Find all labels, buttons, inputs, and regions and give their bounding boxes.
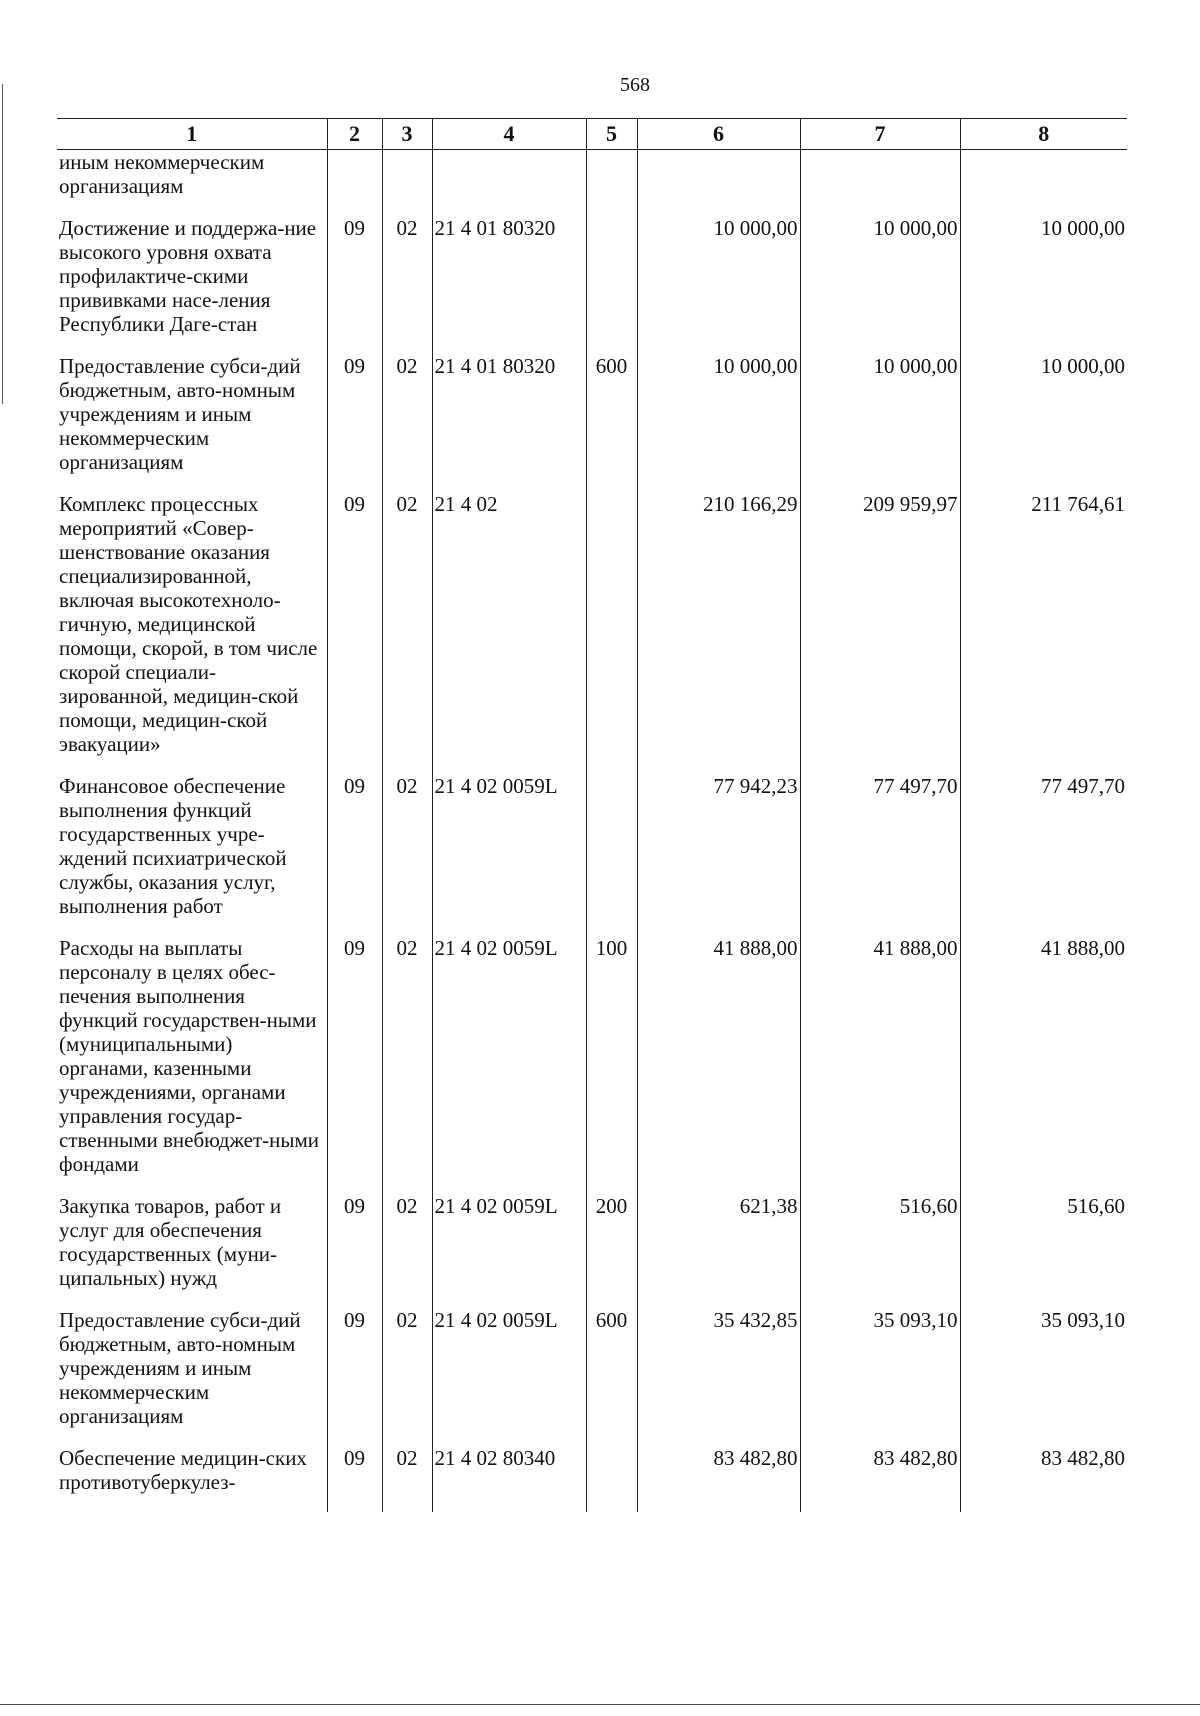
row-amount-col6: 10 000,00 [637,216,800,354]
row-name: иным некоммерческим организациям [59,150,265,198]
table-row [57,492,1127,774]
row-name: Финансовое обеспечение выполнения функций государственных учре-ждений психиатрической службы, оказания услуг, выполнения работ [59,774,287,918]
header-col-1: 1 [57,119,327,150]
row-amount-col6: 41 888,00 [637,936,800,1194]
row-target-code [432,150,586,217]
row-section: 09 [327,1308,382,1446]
row-amount-col8: 35 093,10 [960,1308,1127,1446]
row-section: 09 [327,216,382,354]
row-name: Предоставление субси-дий бюджетным, авто-номным учреждениям и иным некоммерческим организациям [59,1308,301,1428]
row-section: 09 [327,936,382,1194]
row-amount-col8: 77 497,70 [960,774,1127,936]
row-expense-type: 200 [586,1194,637,1308]
row-amount-col8: 10 000,00 [960,354,1127,492]
row-amount-col7: 77 497,70 [800,774,960,936]
row-target-code: 21 4 01 80320 [432,354,586,492]
row-amount-col6: 35 432,85 [637,1308,800,1446]
row-subsection: 02 [382,1446,432,1512]
row-amount-col7: 83 482,80 [800,1446,960,1512]
row-target-code: 21 4 02 0059L [432,1308,586,1446]
row-amount-col7: 209 959,97 [800,492,960,774]
row-expense-type: 600 [586,1308,637,1446]
row-subsection [382,150,432,217]
row-target-code: 21 4 02 [432,492,586,774]
header-col-6: 6 [637,119,800,150]
row-subsection: 02 [382,936,432,1194]
row-section [327,150,382,217]
table-row [57,1446,1127,1512]
row-section: 09 [327,354,382,492]
row-amount-col6: 621,38 [637,1194,800,1308]
row-subsection: 02 [382,354,432,492]
row-expense-type [586,492,637,774]
header-col-4: 4 [432,119,586,150]
row-expense-type: 600 [586,354,637,492]
table-header-row [57,119,1127,150]
table-row [57,774,1127,936]
row-target-code: 21 4 02 0059L [432,936,586,1194]
header-col-3: 3 [382,119,432,150]
row-name: Обеспечение медицин-ских противотуберкулез- [59,1446,307,1494]
row-expense-type [586,774,637,936]
table-row [57,936,1127,1194]
row-section: 09 [327,1446,382,1512]
bottom-border-line [0,1704,1200,1705]
row-subsection: 02 [382,492,432,774]
row-target-code: 21 4 02 0059L [432,774,586,936]
row-target-code: 21 4 02 0059L [432,1194,586,1308]
row-amount-col8 [960,150,1127,217]
row-amount-col8: 41 888,00 [960,936,1127,1194]
row-amount-col7: 41 888,00 [800,936,960,1194]
header-col-5: 5 [586,119,637,150]
margin-line [2,84,3,404]
row-amount-col7: 10 000,00 [800,216,960,354]
row-expense-type [586,1446,637,1512]
row-amount-col7 [800,150,960,217]
row-name: Комплекс процессных мероприятий «Совер-шенствование оказания специализированной, включая высокотехноло-гичную, медицинской помощи, скорой, в том числе скорой специали-зированной, медицин-ской помощи, медицин-ской эвакуации» [59,492,318,756]
row-section: 09 [327,774,382,936]
row-target-code: 21 4 02 80340 [432,1446,586,1512]
row-target-code: 21 4 01 80320 [432,216,586,354]
row-amount-col6: 83 482,80 [637,1446,800,1512]
table-row [57,1308,1127,1446]
row-section: 09 [327,1194,382,1308]
row-amount-col7: 516,60 [800,1194,960,1308]
row-expense-type [586,150,637,217]
header-col-7: 7 [800,119,960,150]
row-amount-col6: 210 166,29 [637,492,800,774]
table-row [57,354,1127,492]
table-row [57,1194,1127,1308]
row-subsection: 02 [382,216,432,354]
table-row [57,150,1127,217]
row-subsection: 02 [382,774,432,936]
row-amount-col6: 77 942,23 [637,774,800,936]
row-name: Предоставление субси-дий бюджетным, авто-номным учреждениям и иным некоммерческим организациям [59,354,301,474]
table-row [57,216,1127,354]
row-amount-col8: 83 482,80 [960,1446,1127,1512]
row-subsection: 02 [382,1194,432,1308]
budget-table [57,118,1127,1512]
row-amount-col6 [637,150,800,217]
row-amount-col7: 10 000,00 [800,354,960,492]
header-col-2: 2 [327,119,382,150]
row-section: 09 [327,492,382,774]
row-expense-type: 100 [586,936,637,1194]
header-col-8: 8 [960,119,1127,150]
row-amount-col8: 10 000,00 [960,216,1127,354]
row-name: Расходы на выплаты персоналу в целях обес-печения выполнения функций государствен-ными (муниципальными) органами, казенными учреждениями, органами управления государ-ственными внебюджет-ными фондами [59,936,320,1176]
row-amount-col6: 10 000,00 [637,354,800,492]
row-expense-type [586,216,637,354]
row-amount-col8: 516,60 [960,1194,1127,1308]
row-subsection: 02 [382,1308,432,1446]
row-name: Достижение и поддержа-ние высокого уровня охвата профилактиче-скими прививками насе-ления Республики Даге-стан [59,216,317,336]
page-number: 568 [620,74,650,96]
row-amount-col7: 35 093,10 [800,1308,960,1446]
row-amount-col8: 211 764,61 [960,492,1127,774]
row-name: Закупка товаров, работ и услуг для обеспечения государственных (муни-ципальных) нужд [59,1194,282,1290]
